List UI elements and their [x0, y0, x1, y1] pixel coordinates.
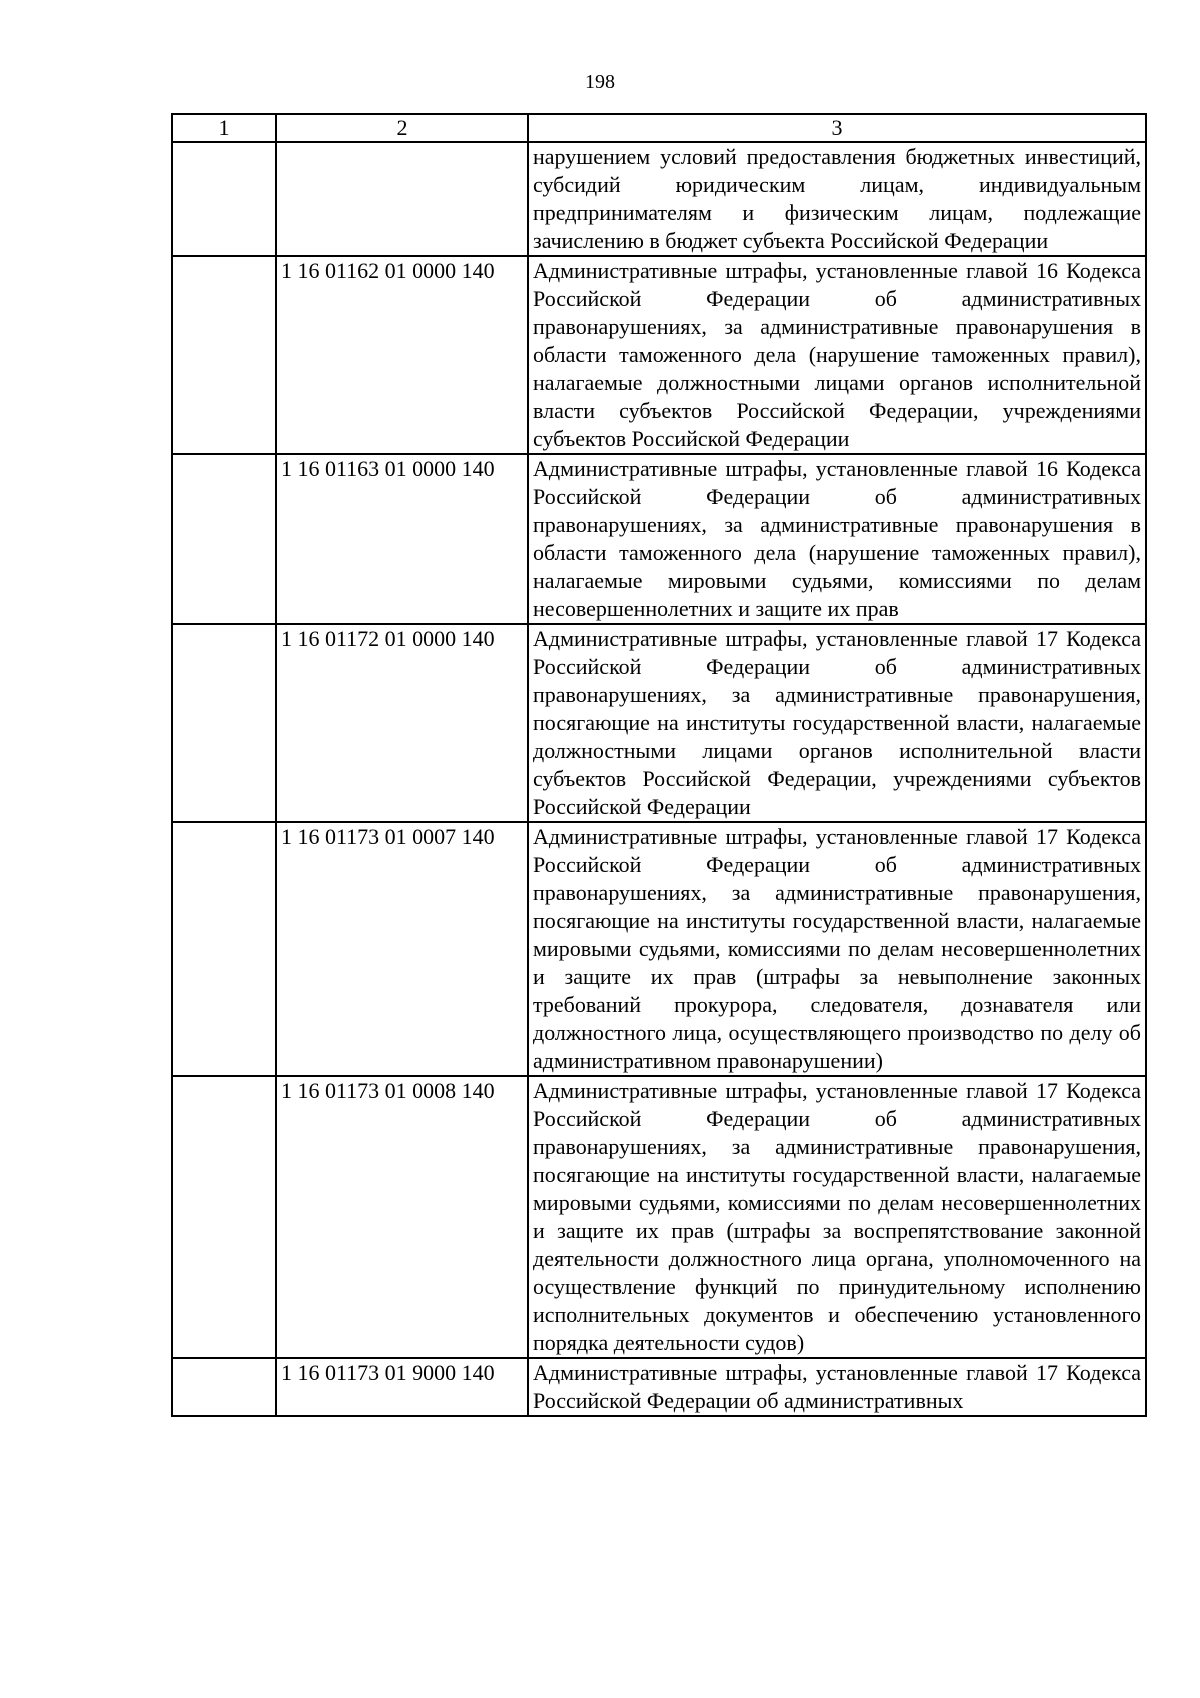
column-header-2: 2: [276, 114, 528, 142]
column-header-1: 1: [172, 114, 276, 142]
table-body: [172, 142, 1146, 1416]
description-cell: Административные штрафы, установленные главой 17 Кодекса Российской Федерации об административных правонарушениях, за административные правонарушения, посягающие на институты государственной власти, налагаемые мировыми судьями, комиссиями по делам несовершеннолетних и защите их прав (штрафы за невыполнение законных требований прокурора, следователя, дознавателя или должностного лица, осуществляющего производство по делу об административном правонарушении): [528, 822, 1146, 1076]
table-row: [172, 256, 1146, 454]
table-row: [172, 1358, 1146, 1416]
budget-codes-table: [171, 113, 1147, 1417]
budget-code-cell: [276, 142, 528, 256]
table-row: [172, 624, 1146, 822]
row-number-cell: [172, 1358, 276, 1416]
budget-code-cell: 1 16 01173 01 0007 140: [276, 822, 528, 1076]
description-cell: Административные штрафы, установленные главой 17 Кодекса Российской Федерации об административных: [528, 1358, 1146, 1416]
table-row: [172, 822, 1146, 1076]
budget-code-cell: 1 16 01173 01 0008 140: [276, 1076, 528, 1358]
row-number-cell: [172, 1076, 276, 1358]
budget-code-cell: 1 16 01163 01 0000 140: [276, 454, 528, 624]
description-cell: Административные штрафы, установленные главой 16 Кодекса Российской Федерации об административных правонарушениях, за административные правонарушения в области таможенного дела (нарушение таможенных правил), налагаемые должностными лицами органов исполнительной власти субъектов Российской Федерации, учреждениями субъектов Российской Федерации: [528, 256, 1146, 454]
table-header: [172, 114, 1146, 142]
budget-code-cell: 1 16 01172 01 0000 140: [276, 624, 528, 822]
budget-code-cell: 1 16 01162 01 0000 140: [276, 256, 528, 454]
description-cell: Административные штрафы, установленные главой 17 Кодекса Российской Федерации об административных правонарушениях, за административные правонарушения, посягающие на институты государственной власти, налагаемые должностными лицами органов исполнительной власти субъектов Российской Федерации, учреждениями субъектов Российской Федерации: [528, 624, 1146, 822]
description-cell: нарушением условий предоставления бюджетных инвестиций, субсидий юридическим лицам, индивидуальным предпринимателям и физическим лицам, подлежащие зачислению в бюджет субъекта Российской Федерации: [528, 142, 1146, 256]
row-number-cell: [172, 142, 276, 256]
column-header-3: 3: [528, 114, 1146, 142]
table-row: [172, 1076, 1146, 1358]
table-row: [172, 454, 1146, 624]
row-number-cell: [172, 454, 276, 624]
row-number-cell: [172, 624, 276, 822]
budget-code-cell: 1 16 01173 01 9000 140: [276, 1358, 528, 1416]
row-number-cell: [172, 822, 276, 1076]
table-row: [172, 142, 1146, 256]
description-cell: Административные штрафы, установленные главой 17 Кодекса Российской Федерации об административных правонарушениях, за административные правонарушения, посягающие на институты государственной власти, налагаемые мировыми судьями, комиссиями по делам несовершеннолетних и защите их прав (штрафы за воспрепятствование законной деятельности должностного лица органа, уполномоченного на осуществление функций по принудительному исполнению исполнительных документов и обеспечению установленного порядка деятельности судов): [528, 1076, 1146, 1358]
header-row: [172, 114, 1146, 142]
page-number: 198: [585, 71, 615, 93]
description-cell: Административные штрафы, установленные главой 16 Кодекса Российской Федерации об административных правонарушениях, за административные правонарушения в области таможенного дела (нарушение таможенных правил), налагаемые мировыми судьями, комиссиями по делам несовершеннолетних и защите их прав: [528, 454, 1146, 624]
row-number-cell: [172, 256, 276, 454]
